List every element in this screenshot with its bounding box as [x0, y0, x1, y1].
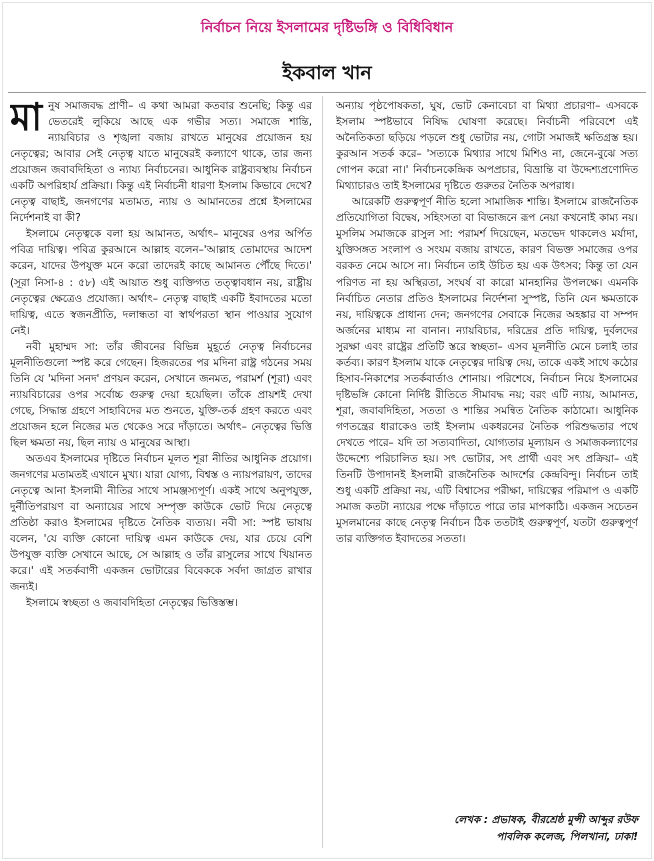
article-paragraph: ইসলামে নেতৃত্বকে বলা হয় আমানত, অর্থাৎ– মানুষের ওপর অর্পিত পবিত্র দায়িত্ব। পবিত্র কুরআনে আল্লাহ বলেন–'আল্লাহ তোমাদের আদেশ করেন, যাদের উপযুক্ত মনে করো তাদেরই কাছে আমানত পৌঁছে দিতে।' (সূরা নিসা-৪ : ৫৮) এই আয়াত শুধু ব্যক্তিগত তত্ত্বাবধান নয়, রাষ্ট্রীয় নেতৃত্বের ক্ষেত্রেও প্রযোজ্য। অর্থাৎ– নেতৃত্ব বাছাই একটি ইবাদতের মতো দায়িত্ব, এতে স্বজনপ্রীতি, দলান্ধতা বা স্বার্থপরতা স্থান পাওয়ার সুযোগ নেই। — [10, 228, 312, 337]
article-column-right — [336, 98, 638, 808]
header-divider — [8, 92, 646, 93]
article-paragraph: অন্যায় পৃষ্ঠপোষকতা, ঘুষ, ভোট কেনাবেচা বা মিথ্যা প্রচারণা– এসবকে ইসলাম স্পষ্টভাবে নিষিদ্ধ ঘোষণা করেছে। নির্বাচনী পরিবেশে এই অনৈতিকতা ছড়িয়ে পড়লে শুধু ভোটার নয়, গোটা সমাজই ক্ষতিগ্রস্ত হয়। কুরআন সতর্ক করে– 'সত্যকে মিথ্যার সাথে মিশিও না, জেনে-বুঝে সত্য গোপন করো না।' নির্বাচনকেন্দ্রিক অপপ্রচার, বিভ্রান্তি বা উদ্দেশ্যপ্রণোদিত মিথ্যাচারও তাই ইসলামের দৃষ্টিতে গুরুতর নৈতিক অপরাধ। — [336, 100, 638, 193]
paragraph-text: নুষ সমাজবদ্ধ প্রাণী– এ কথা আমরা কতবার শুনেছি; কিন্তু এর ভেতরেই লুকিয়ে আছে এক গভীর সত্য। সমাজে শান্তি, ন্যায়বিচার ও শৃঙ্খলা বজায় রাখতে মানুষের প্রয়োজন হয় নেতৃত্বের; আবার সেই নেতৃত্ব যাতে মানুষেরই কল্যাণে থাকে, তার জন্য প্রয়োজন জবাবদিহিতা ও ন্যায্য নির্বাচনের। আধুনিক রাষ্ট্রব্যবস্থায় নির্বাচন একটি অপরিহার্য প্রক্রিয়া। কিন্তু এই নির্বাচনী ধারণা ইসলাম কিভাবে দেখে? নেতৃত্ব বাছাই, জনগণের মতামত, ন্যায় ও আমানতের প্রশ্নে ইসলামের নির্দেশনাই বা কী? — [10, 100, 312, 225]
article-paragraph: অতএব ইসলামের দৃষ্টিতে নির্বাচন মূলত শূরা নীতির আধুনিক প্রয়োগ। জনগণের মতামতই এখানে মুখ্য। যারা যোগ্য, বিশ্বস্ত ও ন্যায়পরায়ণ, তাদের নেতৃত্বে আনা ইসলামী নীতির সাথে সামঞ্জস্যপূর্ণ। একই সাথে অনুপযুক্ত, দুর্নীতিপরায়ণ বা অন্যায়ের সাথে সম্পৃক্ত কাউকে ভোট দিয়ে নেতৃত্বে প্রতিষ্ঠা করাও ইসলামের দৃষ্টিতে নৈতিক ব্যত্যয়। নবী সা: স্পষ্ট ভাষায় বলেন, 'যে ব্যক্তি কোনো দায়িত্ব এমন কাউকে দেয়, যার চেয়ে বেশি উপযুক্ত ব্যক্তি সেখানে আছে, সে আল্লাহ ও তাঁর রাসুলের সাথে খিয়ানত করে।' এই সতর্কবাণী একজন ভোটারের বিবেককে সর্বদা জাগ্রত রাখার জন্যই। — [10, 453, 312, 594]
author-byline: ইকবাল খান — [282, 62, 372, 84]
article-column-left — [10, 98, 312, 846]
credit-label: লেখক : — [454, 814, 489, 826]
credit-affiliation: প্রভাষক, বীরশ্রেষ্ঠ মুন্সী আব্দুর রউফ — [491, 814, 638, 826]
author-credit — [336, 812, 638, 846]
article-paragraph: নবী মুহাম্মদ সা: তাঁর জীবনের বিভিন্ন মুহূর্তে নেতৃত্ব নির্বাচনের মূলনীতিগুলো স্পষ্ট করে গেছেন। হিজরতের পর মদিনা রাষ্ট্র গঠনের সময় তিনি যে 'মদিনা সনদ' প্রণয়ন করেন, সেখানে জনমত, পরামর্শ (শূরা) এবং ন্যায়বিচারের ওপর সর্বোচ্চ গুরুত্ব দেয়া হয়েছিল। তাঁকে প্রায়শই দেখা গেছে, সিদ্ধান্ত গ্রহণে সাহাবিদের মত শুনতে, যুক্তি-তর্ক গ্রহণ করতে এবং প্রয়োজন হলে নিজের মত থেকেও সরে দাঁড়াতে। অর্থাৎ– নেতৃত্বের ভিত্তি ছিল ক্ষমতা নয়, ছিল ন্যায় ও মানুষের আস্থা। — [10, 340, 312, 449]
credit-line-2: পাবলিক কলেজ, পিলখানা, ঢাকা! — [496, 831, 638, 843]
drop-cap: মা — [10, 98, 43, 139]
article-paragraph: আরেকটি গুরুত্বপূর্ণ নীতি হলো সামাজিক শান্তি। ইসলামে রাজনৈতিক প্রতিযোগিতা বিদ্বেষ, সহিংসতা বা বিভাজনে রূপ নেয়া কখনোই কাম্য নয়। মুসলিম সমাজকে রাসুল সা: পরামর্শ দিয়েছেন, মতভেদ থাকলেও মর্যাদা, যুক্তিসঙ্গত সংলাপ ও সংযম বজায় রাখতে, কারণ বিভক্ত সমাজের ওপর বরকত নেমে আসে না। নির্বাচন তাই উচিত হয় এক উৎসব; কিন্তু তা যেন পরিণত না হয় অস্থিরতা, সংঘর্ষ বা কারো মানহানির উপলক্ষে। এমনকি নির্বাচিত নেতার প্রতিও ইসলামের নির্দেশনা সুস্পষ্ট, তিনি যেন ক্ষমতাকে নয়, দায়িত্বকে প্রাধান্য দেন; জনগণের সেবাকে নিজের অহঙ্কার বা সম্পদ অর্জনের মাধ্যম না বানান। ন্যায়বিচার, দরিদ্রের প্রতি দায়িত্ব, দুর্বলদের সুরক্ষা এবং রাষ্ট্রের প্রতিটি স্তরে স্বচ্ছতা– এসব মূলনীতি মেনে চলাই তার কর্তব্য। কারণ ইসলাম যাকে নেতৃত্বের দায়িত্ব দেয়, তাকে একই সাথে কঠোর হিসাব-নিকাশের সতর্কবার্তাও শোনায়। পরিশেষে, নির্বাচন নিয়ে ইসলামের দৃষ্টিভঙ্গি কোনো নির্দিষ্ট রীতিতে সীমাবদ্ধ নয়; বরং এটি ন্যায়, আমানত, শূরা, জবাবদিহিতা, সততা ও শান্তির সমন্বিত নৈতিক কাঠামো। আধুনিক গণতন্ত্রের ধারাকেও তাই ইসলাম একধরনের নৈতিক পরিশুদ্ধতার পথে দেখতে পারে– যদি তা সত্যবাদিতা, যোগ্যতার মূল্যায়ন ও সমাজকল্যাণের উদ্দেশ্যে পরিচালিত হয়। সৎ ভোটার, সৎ প্রার্থী এবং সৎ প্রক্রিয়া– এই তিনটি উপাদানই ইসলামী রাজনৈতিক আদর্শের কেন্দ্রবিন্দু। নির্বাচন তাই শুধু একটি প্রক্রিয়া নয়, এটি বিশ্বাসের পরীক্ষা, দায়িত্বের পরিমাপ ও একটি সমাজ কতটা ন্যায়ের পক্ষে দাঁড়াতে পারে তার মাপকাঠি। একজন সচেতন মুসলমানের কাছে নেতৃত্ব নির্বাচন ঠিক ততটাই গুরুত্বপূর্ণ, যতটা গুরুত্বপূর্ণ তার ব্যক্তিগত ইবাদতের সততা। — [336, 196, 638, 546]
column-divider — [322, 96, 323, 848]
credit-line-1 — [336, 812, 638, 829]
article-title: নির্বাচন নিয়ে ইসলামের দৃষ্টিভঙ্গি ও বিধিবিধান — [200, 20, 454, 36]
article-paragraph — [10, 98, 312, 226]
article-paragraph: ইসলামে স্বচ্ছতা ও জবাবদিহিতা নেতৃত্বের ভিত্তিস্তম্ভ। — [26, 597, 238, 610]
